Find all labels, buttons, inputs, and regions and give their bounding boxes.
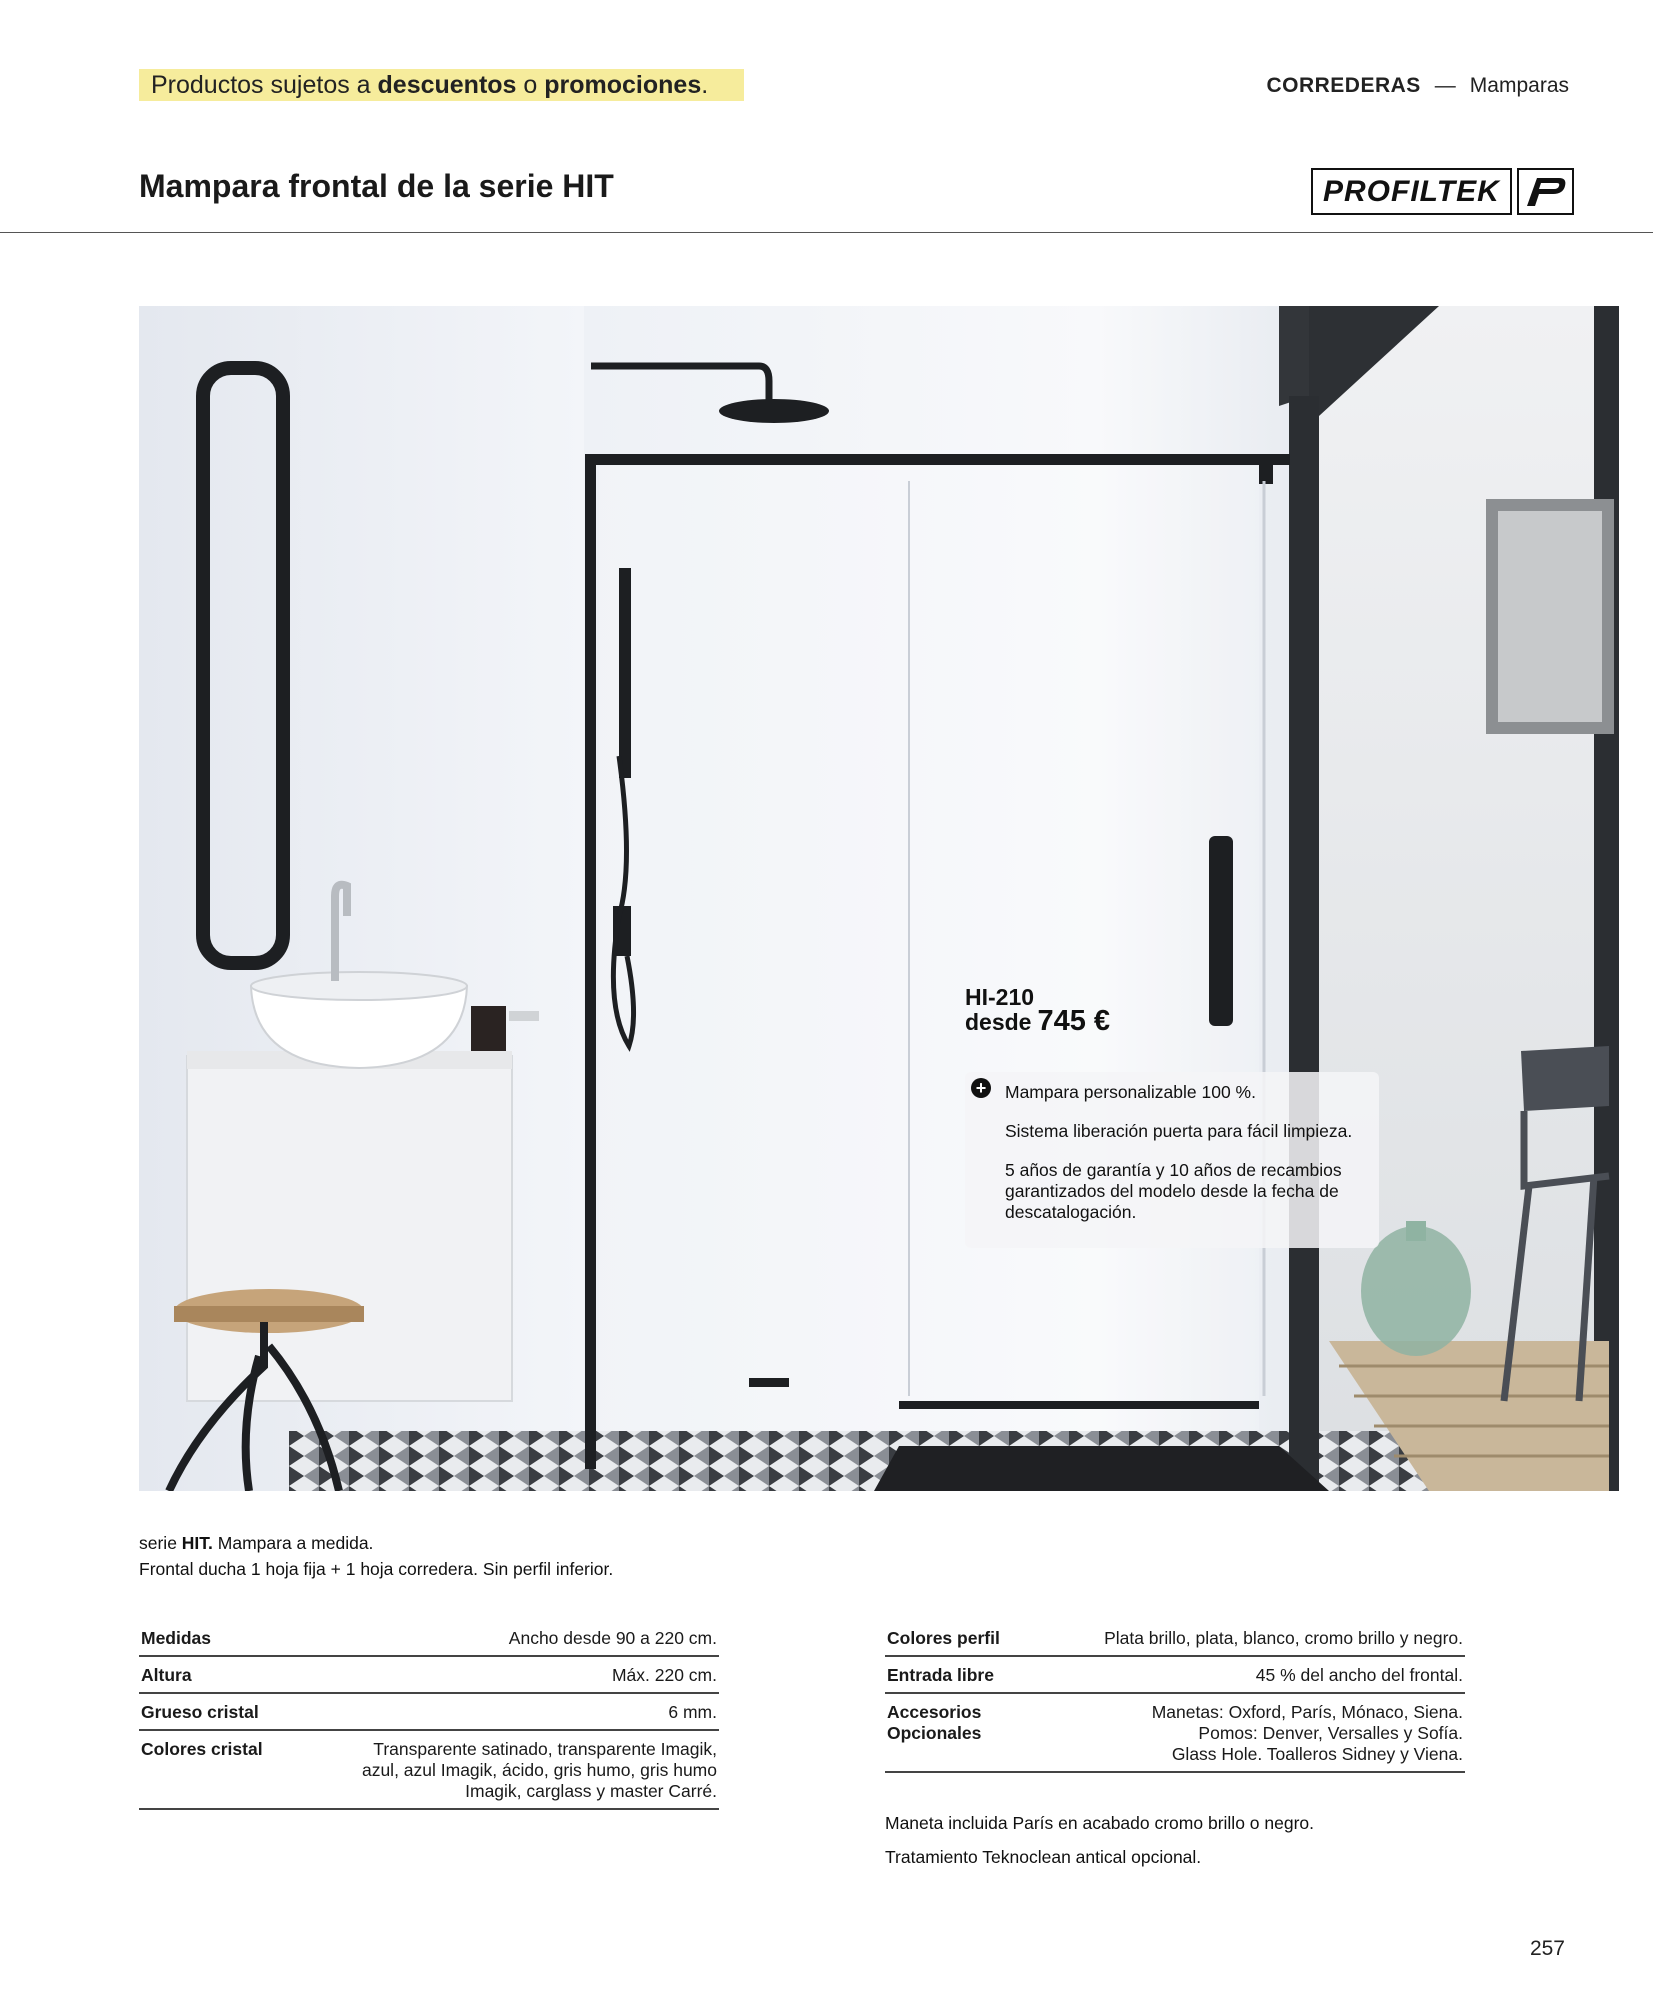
- spec-value: Manetas: Oxford, París, Mónaco, Siena. Pomos: Denver, Versalles y Sofía. Glass Hole. Toalleros Sidney y Viena.: [1151, 1702, 1463, 1764]
- title-prefix: Mampara frontal de la serie: [139, 168, 563, 204]
- spec-row: [885, 1694, 1465, 1773]
- spec-row: [139, 1731, 719, 1810]
- product-photo: [139, 306, 1619, 1491]
- header-divider: [0, 232, 1653, 233]
- plus-circle-icon: +: [971, 1078, 991, 1098]
- brand-name: PROFILTEK: [1311, 168, 1512, 215]
- product-price: 745 €: [1037, 1005, 1111, 1037]
- product-code: HI-210: [965, 984, 1035, 1010]
- note-treatment: Tratamiento Teknoclean antical opcional.: [885, 1847, 1202, 1867]
- page-title: [139, 168, 614, 205]
- spec-key: Medidas: [141, 1628, 212, 1648]
- spec-key: Grueso cristal: [141, 1702, 259, 1722]
- bathroom-scene-image: [139, 306, 1619, 1491]
- brand-p-icon: [1517, 168, 1574, 215]
- promo-discounts: descuentos: [377, 71, 517, 99]
- series-description: [139, 1530, 613, 1582]
- brand-logo: [1311, 168, 1574, 215]
- serie-line2: Frontal ducha 1 hoja fija + 1 hoja corredera. Sin perfil inferior.: [139, 1559, 614, 1579]
- promo-suffix: .: [701, 71, 709, 99]
- spec-key: Accesorios Opcionales: [887, 1702, 982, 1743]
- feature-item: 5 años de garantía y 10 años de recambios garantizados del modelo desde la fecha de descatalogación.: [1005, 1160, 1342, 1222]
- spec-value: 45 % del ancho del frontal.: [1255, 1665, 1463, 1685]
- section-breadcrumb: [1266, 74, 1569, 98]
- note-handle: Maneta incluida París en acabado cromo brillo o negro.: [885, 1813, 1314, 1833]
- spec-table-left: [139, 1620, 719, 1810]
- features-box: [965, 1072, 1379, 1248]
- serie-line1: Mampara a medida.: [212, 1533, 374, 1553]
- spec-value: Ancho desde 90 a 220 cm.: [508, 1628, 717, 1648]
- page-number: 257: [1529, 1937, 1565, 1960]
- spec-key: Altura: [141, 1665, 192, 1685]
- spec-key: Colores cristal: [141, 1739, 263, 1759]
- title-series: HIT: [562, 168, 614, 204]
- promotions-banner: [139, 69, 744, 101]
- price-from-label: desde: [965, 1009, 1032, 1035]
- breadcrumb-category: CORREDERAS: [1266, 74, 1421, 97]
- spec-value: Plata brillo, plata, blanco, cromo brillo y negro.: [1104, 1628, 1463, 1648]
- spec-row: [139, 1657, 719, 1694]
- spec-row: [139, 1694, 719, 1731]
- spec-key: Entrada libre: [887, 1665, 994, 1685]
- breadcrumb-separator: —: [1434, 74, 1456, 97]
- spec-row: [139, 1620, 719, 1657]
- breadcrumb-subcategory: Mamparas: [1469, 74, 1569, 97]
- spec-row: [885, 1620, 1465, 1657]
- promo-prefix: Productos sujetos a: [151, 71, 378, 99]
- spec-value: 6 mm.: [668, 1702, 717, 1722]
- feature-item: Sistema liberación puerta para fácil limpieza.: [1005, 1121, 1353, 1141]
- product-price-tag: [965, 985, 1110, 1038]
- spec-value: Máx. 220 cm.: [611, 1665, 717, 1685]
- serie-name: HIT.: [181, 1533, 213, 1553]
- spec-row: [885, 1657, 1465, 1694]
- feature-item: Mampara personalizable 100 %.: [1005, 1082, 1256, 1102]
- spec-table-right: [885, 1620, 1465, 1773]
- promo-promotions: promociones: [544, 71, 702, 99]
- spec-value: Transparente satinado, transparente Imagik, azul, azul Imagik, ácido, gris humo, gris humo Imagik, carglass y master Carré.: [361, 1739, 717, 1801]
- promo-mid: o: [516, 71, 545, 99]
- spec-key: Colores perfil: [887, 1628, 1000, 1648]
- serie-label: serie: [139, 1533, 182, 1553]
